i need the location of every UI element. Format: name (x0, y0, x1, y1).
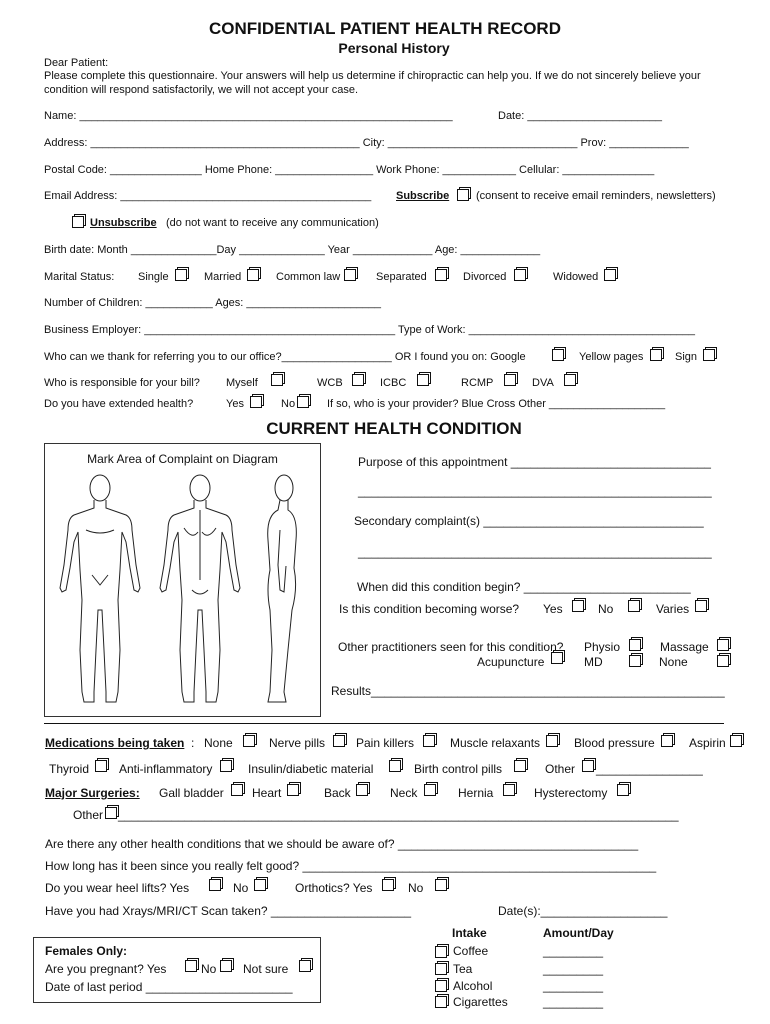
subscribe-label: Subscribe (396, 190, 450, 202)
bill-rcmp: RCMP (461, 377, 494, 389)
email-field[interactable]: Email Address: _________________________________________ (44, 190, 372, 202)
worse-no-checkbox[interactable] (628, 600, 640, 612)
unsubscribe-checkbox[interactable] (72, 216, 84, 228)
medications-colon: : (191, 736, 195, 750)
anti-inflammatory-checkbox[interactable] (220, 760, 232, 772)
practitioners-label: Other practitioners seen for this condition? (338, 640, 564, 654)
separated-checkbox[interactable] (435, 269, 447, 281)
none-label: None (659, 655, 688, 669)
not-sure-checkbox[interactable] (299, 960, 311, 972)
med-muscle-relaxants: Muscle relaxants (450, 736, 541, 750)
address-field[interactable]: Address: ____________________________________________ City: _______________________________ Prov: _____________ (44, 137, 689, 149)
med-none: None (204, 736, 233, 750)
cigarettes-amount[interactable]: _________ (543, 995, 604, 1009)
acupuncture-checkbox[interactable] (551, 652, 563, 664)
not-sure-label: Not sure (243, 962, 289, 976)
med-thyroid: Thyroid (49, 762, 90, 776)
felt-good-field[interactable]: How long has it been since you really felt good? _____________________________________________________ (45, 859, 657, 873)
birth-date-field[interactable]: Birth date: Month ______________Day ______________ Year _____________ Age: _____________ (44, 244, 541, 256)
muscle-relaxants-checkbox[interactable] (546, 735, 558, 747)
bill-label: Who is responsible for your bill? (44, 377, 200, 389)
birth-control-checkbox[interactable] (514, 760, 526, 772)
med-none-checkbox[interactable] (243, 735, 255, 747)
yellow-pages-label: Yellow pages (579, 351, 644, 363)
acupuncture-label: Acupuncture (477, 655, 545, 669)
section-current-health: CURRENT HEALTH CONDITION (266, 419, 522, 438)
rcmp-checkbox[interactable] (504, 374, 516, 386)
med-nerve-pills: Nerve pills (269, 736, 326, 750)
diagram-label: Mark Area of Complaint on Diagram (87, 452, 278, 466)
physio-label: Physio (584, 640, 621, 654)
section-divider (44, 723, 724, 724)
heel-lifts-label: Do you wear heel lifts? Yes (45, 881, 190, 895)
page-title: CONFIDENTIAL PATIENT HEALTH RECORD (209, 19, 561, 38)
surgeries-label: Major Surgeries: (45, 786, 140, 800)
surg-gall-bladder: Gall bladder (159, 786, 224, 800)
subscribe-note: (consent to receive email reminders, newsletters) (476, 190, 716, 202)
surg-other: Other (73, 808, 104, 822)
intake-coffee: Coffee (453, 944, 489, 958)
intake-title: Intake (452, 926, 487, 940)
yellow-pages-checkbox[interactable] (650, 349, 662, 361)
back-checkbox[interactable] (356, 784, 368, 796)
name-field[interactable]: Name: _____________________________________________________________ (44, 110, 453, 122)
surg-hernia: Hernia (458, 786, 494, 800)
worse-yes: Yes (543, 602, 563, 616)
body-diagram[interactable] (52, 470, 312, 710)
med-blood-pressure: Blood pressure (574, 736, 655, 750)
pregnant-yes-checkbox[interactable] (185, 960, 197, 972)
ext-yes-checkbox[interactable] (250, 396, 262, 408)
surg-heart: Heart (252, 786, 282, 800)
bill-icbc: ICBC (380, 377, 407, 389)
married-checkbox[interactable] (247, 269, 259, 281)
neck-checkbox[interactable] (424, 784, 436, 796)
other-conditions-field[interactable]: Are there any other health conditions that we should be aware of? ____________________________________ (45, 837, 639, 851)
massage-label: Massage (660, 640, 709, 654)
secondary-field[interactable]: Secondary complaint(s) _________________________________ (354, 514, 704, 528)
dates-field[interactable]: Date(s):___________________ (498, 904, 668, 918)
sign-label: Sign (675, 351, 698, 363)
body-side-figure (268, 475, 297, 702)
surg-other-line[interactable]: ____________________________________________________________________________________ (118, 808, 679, 822)
massage-checkbox[interactable] (717, 639, 729, 651)
children-field[interactable]: Number of Children: ___________ Ages: ______________________ (44, 297, 382, 309)
females-title: Females Only: (45, 944, 128, 958)
worse-label: Is this condition becoming worse? (339, 602, 520, 616)
alcohol-checkbox[interactable] (435, 980, 447, 992)
med-aspirin: Aspirin (689, 736, 726, 750)
hysterectomy-checkbox[interactable] (617, 784, 629, 796)
purpose-line-2[interactable]: _____________________________________________________ (358, 484, 712, 498)
pain-killers-checkbox[interactable] (423, 735, 435, 747)
worse-yes-checkbox[interactable] (572, 600, 584, 612)
heart-checkbox[interactable] (287, 784, 299, 796)
employer-field[interactable]: Business Employer: _________________________________________ Type of Work: _____________________________________ (44, 324, 696, 336)
pregnant-no-checkbox[interactable] (220, 960, 232, 972)
tea-checkbox[interactable] (435, 963, 447, 975)
amount-title: Amount/Day (543, 926, 614, 940)
md-checkbox[interactable] (629, 655, 641, 667)
icbc-checkbox[interactable] (417, 374, 429, 386)
common-law-checkbox[interactable] (344, 269, 356, 281)
gall-bladder-checkbox[interactable] (231, 784, 243, 796)
tea-amount[interactable]: _________ (543, 962, 604, 976)
heel-lifts-yes-checkbox[interactable] (209, 879, 221, 891)
divorced-checkbox[interactable] (514, 269, 526, 281)
begin-field[interactable]: When did this condition begin? _________________________ (357, 580, 691, 594)
greeting: Dear Patient: (44, 57, 109, 69)
orthotics-yes-checkbox[interactable] (382, 879, 394, 891)
body-back-figure (160, 475, 240, 702)
worse-no: No (598, 602, 614, 616)
postal-phone-field[interactable]: Postal Code: _______________ Home Phone: ________________ Work Phone: ____________ Cellular: _______________ (44, 164, 655, 176)
intro-line-2: condition will respond satisfactorily, we will not accept your case. (44, 84, 359, 96)
ext-no-checkbox[interactable] (297, 396, 309, 408)
purpose-field[interactable]: Purpose of this appointment ______________________________ (358, 455, 711, 469)
thyroid-checkbox[interactable] (95, 760, 107, 772)
orthotics-no-checkbox[interactable] (435, 879, 447, 891)
varies-checkbox[interactable] (695, 600, 707, 612)
med-birth-control: Birth control pills (414, 762, 503, 776)
widowed-checkbox[interactable] (604, 269, 616, 281)
md-label: MD (584, 655, 603, 669)
medications-label: Medications being taken (45, 736, 185, 750)
referral-field[interactable]: Who can we thank for referring you to our office?__________________ OR I found you on: Google (44, 351, 526, 363)
heel-lifts-no-checkbox[interactable] (254, 879, 266, 891)
intake-alcohol: Alcohol (453, 979, 493, 993)
med-pain-killers: Pain killers (356, 736, 415, 750)
xrays-field[interactable]: Have you had Xrays/MRI/CT Scan taken? _____________________ (45, 904, 412, 918)
intake-cigarettes: Cigarettes (453, 995, 508, 1009)
marital-common-law: Common law (276, 271, 341, 283)
aspirin-checkbox[interactable] (730, 735, 742, 747)
bill-dva: DVA (532, 377, 554, 389)
subscribe-checkbox[interactable] (457, 189, 469, 201)
physio-checkbox[interactable] (629, 639, 641, 651)
surg-back: Back (324, 786, 351, 800)
surg-neck: Neck (390, 786, 418, 800)
marital-divorced: Divorced (463, 271, 507, 283)
wcb-checkbox[interactable] (352, 374, 364, 386)
secondary-line-2[interactable]: _____________________________________________________ (358, 545, 712, 559)
ext-no-label: No (281, 398, 296, 410)
ext-yes-label: Yes (226, 398, 244, 410)
single-checkbox[interactable] (175, 269, 187, 281)
cigarettes-checkbox[interactable] (435, 996, 447, 1008)
heel-lifts-no-label: No (233, 881, 249, 895)
med-other: Other (545, 762, 576, 776)
marital-single: Single (138, 271, 169, 283)
med-other-line[interactable]: ________________ (596, 762, 703, 776)
coffee-amount[interactable]: _________ (543, 944, 604, 958)
pregnant-no-label: No (201, 962, 217, 976)
surg-other-checkbox[interactable] (105, 807, 117, 819)
orthotics-label: Orthotics? Yes (295, 881, 373, 895)
med-other-checkbox[interactable] (582, 760, 594, 772)
none-checkbox[interactable] (717, 655, 729, 667)
last-period-field[interactable]: Date of last period ______________________ (45, 980, 293, 994)
bill-myself: Myself (226, 377, 258, 389)
unsubscribe-note: (do not want to receive any communication) (166, 217, 379, 229)
provider-field[interactable]: If so, who is your provider? Blue Cross Other ___________________ (327, 398, 666, 410)
hernia-checkbox[interactable] (503, 784, 515, 796)
surg-hysterectomy: Hysterectomy (534, 786, 608, 800)
nerve-pills-checkbox[interactable] (333, 735, 345, 747)
body-front-figure (60, 475, 140, 702)
myself-checkbox[interactable] (271, 374, 283, 386)
marital-label: Marital Status: (44, 271, 115, 283)
worse-varies: Varies (656, 602, 690, 616)
coffee-checkbox[interactable] (435, 946, 447, 958)
unsubscribe-label: Unsubscribe (90, 217, 157, 229)
marital-separated: Separated (376, 271, 427, 283)
intake-tea: Tea (453, 962, 473, 976)
med-insulin: Insulin/diabetic material (248, 762, 374, 776)
intro-line-1: Please complete this questionnaire. Your answers will help us determine if chiropractic can help you. If we do not sincerely believe your (44, 70, 701, 82)
dva-checkbox[interactable] (564, 374, 576, 386)
blood-pressure-checkbox[interactable] (661, 735, 673, 747)
insulin-checkbox[interactable] (389, 760, 401, 772)
results-field[interactable]: Results_____________________________________________________ (331, 684, 725, 698)
alcohol-amount[interactable]: _________ (543, 979, 604, 993)
marital-married: Married (204, 271, 242, 283)
google-checkbox[interactable] (552, 349, 564, 361)
sign-checkbox[interactable] (703, 349, 715, 361)
extended-health-label: Do you have extended health? (44, 398, 194, 410)
pregnant-label: Are you pregnant? Yes (45, 962, 167, 976)
orthotics-no-label: No (408, 881, 424, 895)
date-field[interactable]: Date: ______________________ (498, 110, 662, 122)
bill-wcb: WCB (317, 377, 343, 389)
marital-widowed: Widowed (553, 271, 599, 283)
med-anti-inflammatory: Anti-inflammatory (119, 762, 213, 776)
page-subtitle: Personal History (338, 40, 450, 56)
